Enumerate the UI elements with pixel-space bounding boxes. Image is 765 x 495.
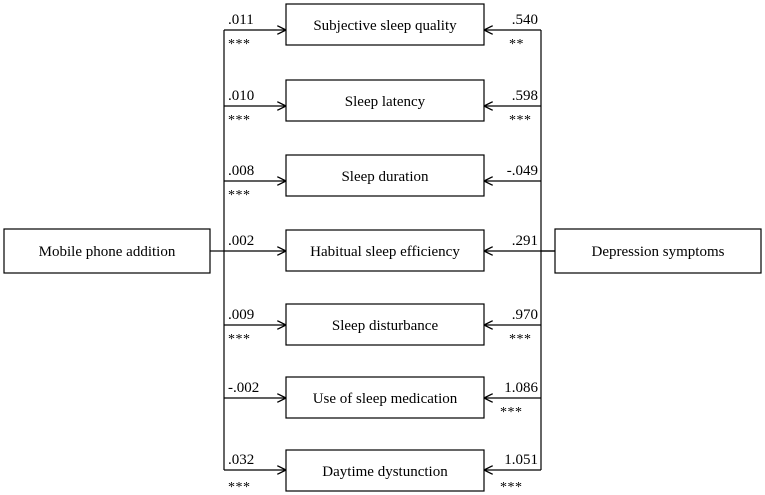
right-significance: *** <box>500 405 523 420</box>
right-coefficient: .598 <box>511 88 538 104</box>
outcome-label: Sleep duration <box>341 169 429 185</box>
outcome-label: Subjective sleep quality <box>313 18 457 34</box>
right-significance: *** <box>509 332 532 347</box>
predictor-left-label: Mobile phone addition <box>38 244 176 260</box>
outcome-label: Daytime dystunction <box>322 464 448 480</box>
right-coefficient: -.049 <box>506 163 538 179</box>
right-significance: ** <box>509 37 524 52</box>
right-coefficient: .291 <box>511 233 538 249</box>
predictor-depression-symptoms <box>555 229 761 273</box>
outcome-label: Habitual sleep efficiency <box>310 244 460 260</box>
outcome-label: Sleep latency <box>344 94 426 110</box>
right-coefficient: 1.051 <box>504 452 538 468</box>
left-significance: *** <box>228 37 251 52</box>
left-significance: *** <box>228 113 251 128</box>
left-significance: *** <box>228 480 251 495</box>
left-coefficient: .011 <box>228 12 254 28</box>
right-coefficient: 1.086 <box>504 380 538 396</box>
outcome-row <box>224 155 541 203</box>
outcome-row <box>224 377 541 420</box>
left-coefficient: .010 <box>228 88 255 104</box>
right-significance: *** <box>500 480 523 495</box>
outcome-row <box>224 230 555 271</box>
left-significance: *** <box>228 188 251 203</box>
right-coefficient: .970 <box>511 307 538 323</box>
right-coefficient: .540 <box>511 12 538 28</box>
predictor-mobile-phone-addition <box>4 229 210 273</box>
left-coefficient: -.002 <box>228 380 260 396</box>
left-significance: *** <box>228 332 251 347</box>
right-significance: *** <box>509 113 532 128</box>
outcome-label: Use of sleep medication <box>312 391 458 407</box>
outcome-row <box>224 80 541 128</box>
outcome-row <box>224 304 541 347</box>
left-coefficient: .032 <box>228 452 255 468</box>
predictor-right-label: Depression symptoms <box>591 244 725 260</box>
outcome-row <box>224 450 541 495</box>
left-coefficient: .009 <box>228 307 255 323</box>
left-coefficient: .002 <box>228 233 255 249</box>
left-coefficient: .008 <box>228 163 255 179</box>
outcome-row <box>224 4 541 52</box>
outcome-label: Sleep disturbance <box>331 318 439 334</box>
